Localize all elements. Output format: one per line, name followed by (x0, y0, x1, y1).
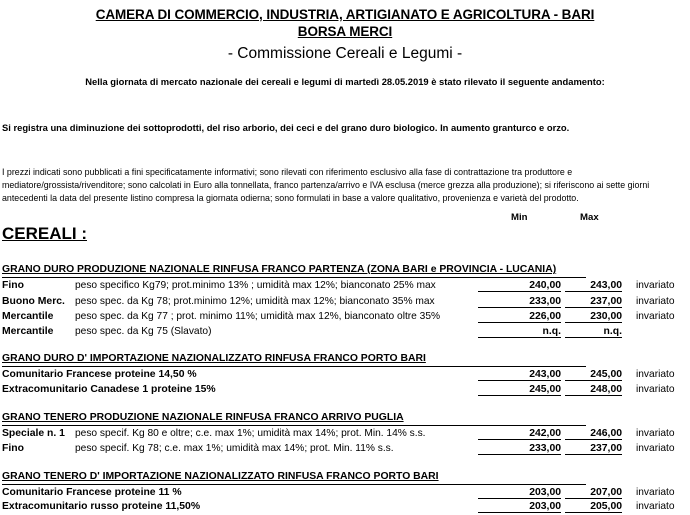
price-max: 205,00 (565, 501, 622, 513)
row-label: Extracomunitario russo proteine 11,50% (2, 501, 201, 512)
disclaimer: I prezzi indicati sono pubblicati a fini specificatamente informativi; sono rilevati con riferimento esclusivo alla fase di contrattazione tra produttore e mediatore/grossista/rivenditore; sono calcolati in Euro alla tonnellata, franco partenza/arrivo e IVA esclusa (merce grezza alla produzione); si riferiscono ai sette giorni antecedenti la data del presente listino compresa la giornata odierna; sono formulati in base a valore qualitativo, provenienza e varietà del prodotto. (2, 167, 650, 203)
document-subtitle-borsa: BORSA MERCI (297, 24, 393, 39)
row-label: Mercantile (2, 326, 54, 337)
category-heading: CEREALI : (2, 224, 87, 243)
row-label: Speciale n. 1 (2, 428, 65, 439)
price-min: 242,00 (478, 428, 561, 440)
price-max: 246,00 (565, 428, 622, 440)
price-trend: invariato (636, 487, 675, 498)
price-min: 226,00 (478, 311, 561, 323)
row-description: peso specif. Kg 78; c.e. max 1%; umidità max 14%; prot. Min. 11% s.s. (75, 443, 394, 454)
price-trend: invariato (636, 369, 675, 380)
row-description: peso spec. da Kg 77 ; prot. minimo 11%; umidità max 12%, bianconato oltre 35% (75, 311, 441, 322)
row-label: Buono Merc. (2, 296, 65, 307)
section-divider (2, 366, 586, 367)
price-min: 233,00 (478, 443, 561, 455)
price-max: 245,00 (565, 369, 622, 381)
row-description: peso specifico Kg79; prot.minimo 13% ; umidità max 12%; bianconato 25% max (75, 280, 436, 291)
price-max: 248,00 (565, 384, 622, 396)
price-trend: invariato (636, 428, 675, 439)
market-trend: Si registra una diminuzione dei sottoprodotti, del riso arborio, dei ceci e del grano duro biologico. In aumento granturco e orzo. (2, 122, 570, 133)
row-label: Mercantile (2, 311, 54, 322)
row-label: Fino (2, 443, 24, 454)
price-max: n.q. (565, 326, 622, 338)
row-label: Fino (2, 280, 24, 291)
price-min: 203,00 (478, 501, 561, 513)
price-trend: invariato (636, 296, 675, 307)
column-max-header: Max (580, 212, 599, 223)
document-title: CAMERA DI COMMERCIO, INDUSTRIA, ARTIGIANATO E AGRICOLTURA - BARI (95, 7, 595, 22)
price-min: 245,00 (478, 384, 561, 396)
commission-name: - Commissione Cereali e Legumi - (227, 45, 463, 62)
market-intro: Nella giornata di mercato nazionale dei cereali e legumi di martedì 28.05.2019 è stato rilevato il seguente andamento: (85, 76, 605, 87)
section-divider (2, 277, 586, 278)
price-trend: invariato (636, 501, 675, 512)
price-min: 240,00 (478, 280, 561, 292)
price-min: 243,00 (478, 369, 561, 381)
price-min: 203,00 (478, 487, 561, 499)
price-trend: invariato (636, 443, 675, 454)
section-divider (2, 484, 586, 485)
price-max: 237,00 (565, 296, 622, 308)
price-max: 207,00 (565, 487, 622, 499)
section-title: GRANO TENERO PRODUZIONE NAZIONALE RINFUSA FRANCO ARRIVO PUGLIA (2, 412, 404, 423)
section-divider (2, 425, 586, 426)
section-title: GRANO TENERO D' IMPORTAZIONE NAZIONALIZZATO RINFUSA FRANCO PORTO BARI (2, 471, 439, 482)
column-min-header: Min (511, 212, 528, 223)
price-trend: invariato (636, 384, 675, 395)
row-label: Comunitario Francese proteine 14,50 % (2, 369, 197, 380)
row-description: peso spec. da Kg 75 (Slavato) (75, 326, 212, 337)
section-title: GRANO DURO PRODUZIONE NAZIONALE RINFUSA FRANCO PARTENZA (ZONA BARI e PROVINCIA - LUCANIA) (2, 264, 557, 275)
price-max: 243,00 (565, 280, 622, 292)
price-min: 233,00 (478, 296, 561, 308)
row-label: Extracomunitario Canadese 1 proteine 15% (2, 384, 216, 395)
price-trend: invariato (636, 280, 675, 291)
row-description: peso specif. Kg 80 e oltre; c.e. max 1%; umidità max 14%; prot. Min. 14% s.s. (75, 428, 426, 439)
price-min: n.q. (478, 326, 561, 338)
section-title: GRANO DURO D' IMPORTAZIONE NAZIONALIZZATO RINFUSA FRANCO PORTO BARI (2, 353, 426, 364)
price-max: 230,00 (565, 311, 622, 323)
row-label: Comunitario Francese proteine 11 % (2, 487, 182, 498)
price-max: 237,00 (565, 443, 622, 455)
row-description: peso spec. da Kg 78; prot.minimo 12%; umidità max 12%; bianconato 35% max (75, 296, 435, 307)
price-trend: invariato (636, 311, 675, 322)
